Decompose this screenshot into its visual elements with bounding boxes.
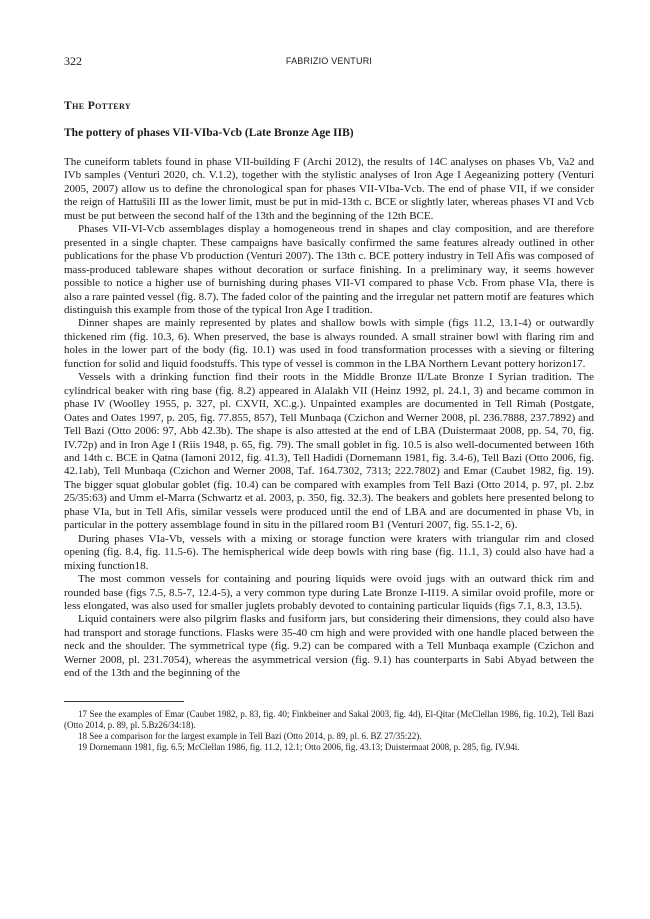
footnote: 19 Dornemann 1981, fig. 6.5; McClellan 1986, fig. 11.2, 12.1; Otto 2006, fig. 43.13; Duistermaat 2008, p. 285, fig. IV.94i.: [78, 741, 520, 752]
running-header: [64, 54, 594, 70]
paragraph: The most common vessels for containing and pouring liquids were ovoid jugs with an outward thick rim and rounded base (figs 7.5, 8.5-7, 12.4-5), a very common type during Late Bronze I-II19. A similar ovoid profile, more or less elongated, was also used for smaller juglets probably devoted to containing particular liquids (figs 7.1, 8.3, 13.5).: [64, 573, 594, 612]
page-content: [64, 54, 594, 753]
subsection-title: The pottery of phases VII-VIba-Vcb (Late Bronze Age IIB): [64, 127, 354, 139]
paragraph: Vessels with a drinking function find their roots in the Middle Bronze II/Late Bronze I Syrian tradition. The cylindrical beaker with ring base (fig. 8.2) appeared in Alalakh VII (Heinz 1992, pl. 24.1, 3) and became common in phase IV (Woolley 1955, p. 327, pl. CXVII, XC.g.). Unpainted examples are documented in Tell Rimah (Postgate, Oates and Oates 1997, p. 205, fig. 77.855, 857), Tell Munbaqa (Czichon and Werner 2008, pl. 236.7888, 237.7892) and Tell Bazi (Otto 2006: 97, Abb 42.3b). The shape is also attested at the end of LBA (Duistermaat 2008, pp. 54, 70, fig. IV.72p) and in Iron Age I (Riis 1948, p. 65, fig. 79). The small goblet in fig. 10.5 is also well-documented between 16th and 14th c. BCE in Qatna (Iamoni 2012, fig. 41.3), Tell Hadidi (Dornemann 1981, fig. 3.4-6), Tell Bazi (Otto 2006, fig. 42.1ab), Tell Munbaqa (Czichon and Werner 2008, Taf. 164.7302, 7313; 222.7802) and Emar (Caubet 1982, fig. 19). The bigger squat globular goblet (fig. 10.4) can be compared with examples from Tell Bazi (Otto 2014, p. 97, pl. 2.bz 25/35:63) and Umm el-Marra (Schwartz et al. 2003, p. 350, fig. 32.3). The beakers and goblets here presented belong to phase VIa, but in Tell Afis, similar vessels were produced until the end of LBA and are documented in phase Vb, in particular in the pottery assemblage found in situ in the pillared room B1 (Venturi 2007, fig. 55.1-2, 6).: [64, 371, 594, 532]
footnote: 18 See a comparison for the largest example in Tell Bazi (Otto 2014, p. 89, pl. 6. BZ 27/35:22).: [78, 730, 422, 741]
body-text: [64, 156, 594, 681]
footnote: 17 See the examples of Emar (Caubet 1982, p. 83, fig. 40; Finkbeiner and Sakal 2003, fig. 4d), El-Qitar (McClellan 1986, fig. 10.2), Tell Bazi (Otto 2014, p. 89, pl. 5.Bz26/34:18).: [64, 708, 594, 730]
footnotes: [64, 709, 594, 753]
paragraph: Liquid containers were also pilgrim flasks and fusiform jars, but considering their dimensions, they could also have had transport and storage functions. Flasks were 35-40 cm high and were provided with one handle placed between the neck and the shoulder. The symmetrical type (fig. 9.2) can be compared with a Tell Munbaqa example (Czichon and Werner 2008, pl. 231.7054), whereas the asymmetrical version (fig. 9.1) has counterparts in Sabi Abyad between the end of the 13th and the beginning of the: [64, 613, 594, 680]
paragraph: During phases VIa-Vb, vessels with a mixing or storage function were kraters with triangular rim and closed opening (fig. 8.4, fig. 11.5-6). The hemispherical wide deep bowls with ring base (fig. 11.1, 3) could also have had a mixing function18.: [64, 532, 594, 572]
footnote-separator: [64, 701, 184, 702]
page-number: 322: [64, 54, 82, 68]
paragraph: Dinner shapes are mainly represented by plates and shallow bowls with simple (figs 11.2, 13.1-4) or outwardly thickened rim (fig. 10.3, 6). When preserved, the base is always rounded. A small strainer bowl with flaring rim and holes in the lower part of the body (fig. 10.1) was used in food transformation processes with a sieving or filtering function for solid and liquid foodstuffs. This type of vessel is common in the LBA Northern Levant pottery horizon17.: [64, 317, 594, 370]
section-title: The Pottery: [64, 100, 132, 112]
paragraph: Phases VII-VI-Vcb assemblages display a homogeneous trend in shapes and clay composition, and are therefore presented in a single chapter. These campaigns have basically confirmed the same features already outlined in other publications for the phase Vb production (Venturi 2007). The 13th c. BCE pottery industry in Tell Afis was composed of mass-produced tableware shapes without decoration or surface finishing. In a preliminary way, it seems however possible to notice a higher use of burnishing during phases VII-VI compared to phase Vcb. From phase VIa, there is also a rare painted vessel (fig. 8.7). The faded color of the painting and the irregular net pattern motif are features which distinguish this example from those of the typical Iron Age I tradition.: [64, 223, 594, 316]
paragraph: The cuneiform tablets found in phase VII-building F (Archi 2012), the results of 14C analyses on phases Vb, Va2 and IVb samples (Venturi 2020, ch. V.1.2), together with the stylistic analyses of Iron Age I Aegeanizing pottery (Venturi 2005, 2007) allow us to define the chronological span for phases VII-VIba-Vcb. The end of phase VII, if we consider the reign of Hattušili III as the lower limit, must be put in mid-13th c. BCE or slightly later, whereas phases VI and Vcb must be put between the second half of the 13th and the beginning of the 12th BCE.: [64, 156, 594, 222]
running-head-author: FABRIZIO VENTURI: [285, 56, 373, 66]
